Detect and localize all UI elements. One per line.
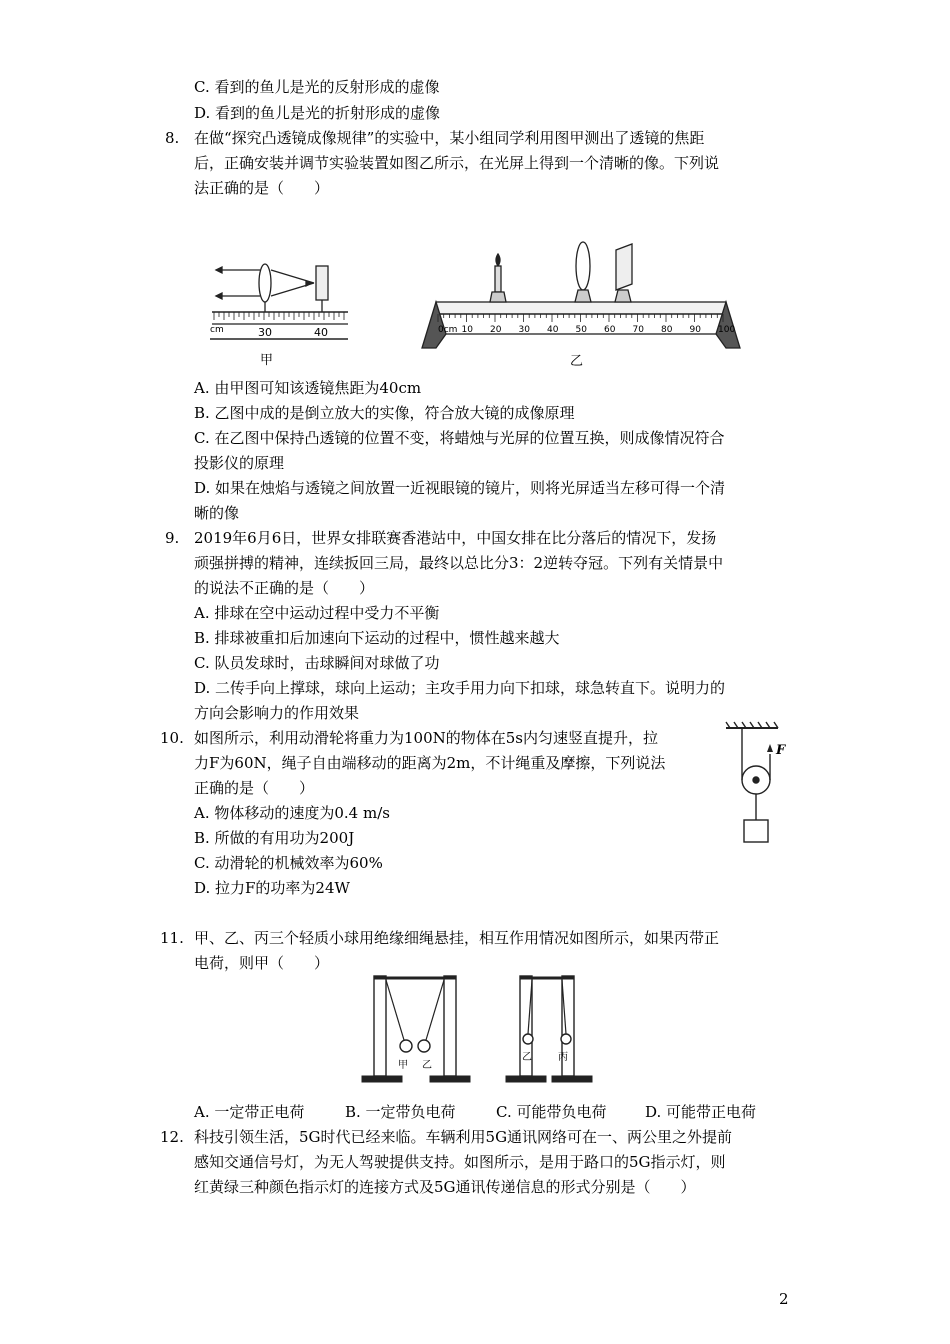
light-screen-shape xyxy=(616,244,632,290)
q8-option-d-line-1: D. 如果在烛焰与透镜之间放置一近视眼镜的镜片，则将光屏适当左移可得一个清 xyxy=(194,479,726,497)
q8-option-d-line-2: 晰的像 xyxy=(194,504,240,522)
q9-option-b: B. 排球被重扣后加速向下运动的过程中，惯性越来越大 xyxy=(194,629,560,647)
q8-option-a: A. 由甲图可知该透镜焦距为40cm xyxy=(194,379,422,397)
weight-block xyxy=(744,820,768,842)
charged-balls-figure xyxy=(360,972,610,1092)
q10-option-a: A. 物体移动的速度为0.4 m/s xyxy=(194,804,390,822)
bench-tick-label: 30 xyxy=(518,325,530,335)
movable-pulley-figure xyxy=(722,718,792,846)
q9-option-a: A. 排球在空中运动过程中受力不平衡 xyxy=(194,604,440,622)
candle-shape xyxy=(495,266,501,292)
q9-option-d-line-2: 方向会影响力的作用效果 xyxy=(194,704,360,722)
scale-zero-label: 0cm xyxy=(438,325,458,335)
q10-option-c: C. 动滑轮的机械效率为60% xyxy=(194,854,383,872)
q11-stem-line-1: 甲、乙、丙三个轻质小球用绝缘细绳悬挂，相互作用情况如图所示，如果丙带正 xyxy=(194,929,720,947)
lens-focus-figure xyxy=(208,240,356,370)
q8-option-c-line-1: C. 在乙图中保持凸透镜的位置不变，将蜡烛与光屏的位置互换，则成像情况符合 xyxy=(194,429,725,447)
q8-stem-line-3: 法正确的是（ ） xyxy=(194,179,330,197)
bench-lens-shape xyxy=(576,242,590,290)
q10-stem-line-1: 如图所示，利用动滑轮将重力为100N的物体在5s内匀速竖直提升，拉 xyxy=(194,729,658,747)
q8-option-c-line-2: 投影仪的原理 xyxy=(194,454,285,472)
q11-option-a: A. 一定带正电荷 xyxy=(194,1103,305,1121)
q11-option-c: C. 可能带负电荷 xyxy=(496,1103,607,1121)
q8-number: 8. xyxy=(165,129,180,147)
q9-stem-line-1: 2019年6月6日，世界女排联赛香港站中，中国女排在比分落后的情况下，发扬 xyxy=(194,529,717,547)
q10-stem-line-2: 力F为60N，绳子自由端移动的距离为2m，不计绳重及摩擦，下列说法 xyxy=(194,754,666,772)
q10-option-d: D. 拉力F的功率为24W xyxy=(194,879,350,897)
ball-jia xyxy=(400,1040,412,1052)
q11-stem-line-2: 电荷，则甲（ ） xyxy=(194,954,330,972)
q12-number: 12. xyxy=(160,1128,184,1146)
q9-stem-line-2: 顽强拼搏的精神，连续扳回三局，最终以总比分3：2逆转夺冠。下列有关情景中 xyxy=(194,554,724,572)
flame-shape xyxy=(496,254,500,266)
figure-jia-caption: 甲 xyxy=(260,353,274,368)
q9-option-c: C. 队员发球时，击球瞬间对球做了功 xyxy=(194,654,440,672)
arrow-up-icon xyxy=(767,744,773,752)
bench-tick-label: 20 xyxy=(490,325,502,335)
q9-stem-line-3: 的说法不正确的是（ ） xyxy=(194,579,375,597)
bench-tick-label: 60 xyxy=(604,325,616,335)
optical-bench-figure xyxy=(420,236,742,356)
q7-option-c: C. 看到的鱼儿是光的反射形成的虚像 xyxy=(194,78,440,96)
tick-label-30: 30 xyxy=(258,326,272,339)
q10-option-b: B. 所做的有用功为200J xyxy=(194,829,355,847)
cm-label: cm xyxy=(210,325,224,335)
ball-label-yi: 乙 xyxy=(422,1060,432,1071)
bench-tick-label: 10 xyxy=(461,325,473,335)
figure-yi-caption: 乙 xyxy=(570,354,584,369)
q11-option-b: B. 一定带负电荷 xyxy=(345,1103,456,1121)
q11-option-d: D. 可能带正电荷 xyxy=(645,1103,757,1121)
convex-lens-shape xyxy=(259,264,271,302)
q11-number: 11. xyxy=(160,929,184,947)
screen-shape xyxy=(316,266,328,300)
bench-tick-label: 50 xyxy=(575,325,587,335)
page-number: 2 xyxy=(779,1290,789,1308)
q7-option-d: D. 看到的鱼儿是光的折射形成的虚像 xyxy=(194,104,441,122)
q10-stem-line-3: 正确的是（ ） xyxy=(194,779,315,797)
ball-label-jia: 甲 xyxy=(398,1060,408,1071)
ball-yi xyxy=(418,1040,430,1052)
bench-tick-label: 100 xyxy=(718,325,736,335)
q12-stem-line-1: 科技引领生活，5G时代已经来临。车辆利用5G通讯网络可在一、两公里之外提前 xyxy=(194,1128,733,1146)
tick-label-40: 40 xyxy=(314,326,328,339)
q9-number: 9. xyxy=(165,529,180,547)
bench-tick-label: 90 xyxy=(689,325,701,335)
q8-stem-line-2: 后，正确安装并调节实验装置如图乙所示，在光屏上得到一个清晰的像。下列说 xyxy=(194,154,720,172)
bench-tick-label: 40 xyxy=(547,325,559,335)
q10-number: 10. xyxy=(160,729,184,747)
ball-bing xyxy=(561,1034,571,1044)
q8-stem-line-1: 在做“探究凸透镜成像规律”的实验中，某小组同学利用图甲测出了透镜的焦距 xyxy=(194,129,705,147)
q9-option-d-line-1: D. 二传手向上撑球，球向上运动；主攻手用力向下扣球，球急转直下。说明力的 xyxy=(194,679,726,697)
ball-label-yi-2: 乙 xyxy=(522,1052,532,1063)
ball-yi-2 xyxy=(523,1034,533,1044)
q12-stem-line-2: 感知交通信号灯，为无人驾驶提供支持。如图所示，是用于路口的5G指示灯，则 xyxy=(194,1153,726,1171)
bench-rail xyxy=(436,302,726,314)
q8-option-b: B. 乙图中成的是倒立放大的实像，符合放大镜的成像原理 xyxy=(194,404,575,422)
bench-tick-label: 70 xyxy=(632,325,644,335)
q12-stem-line-3: 红黄绿三种颜色指示灯的连接方式及5G通讯传递信息的形式分别是（ ） xyxy=(194,1178,696,1196)
force-label: F xyxy=(776,743,786,758)
ball-label-bing: 丙 xyxy=(558,1052,568,1063)
bench-tick-label: 80 xyxy=(661,325,673,335)
